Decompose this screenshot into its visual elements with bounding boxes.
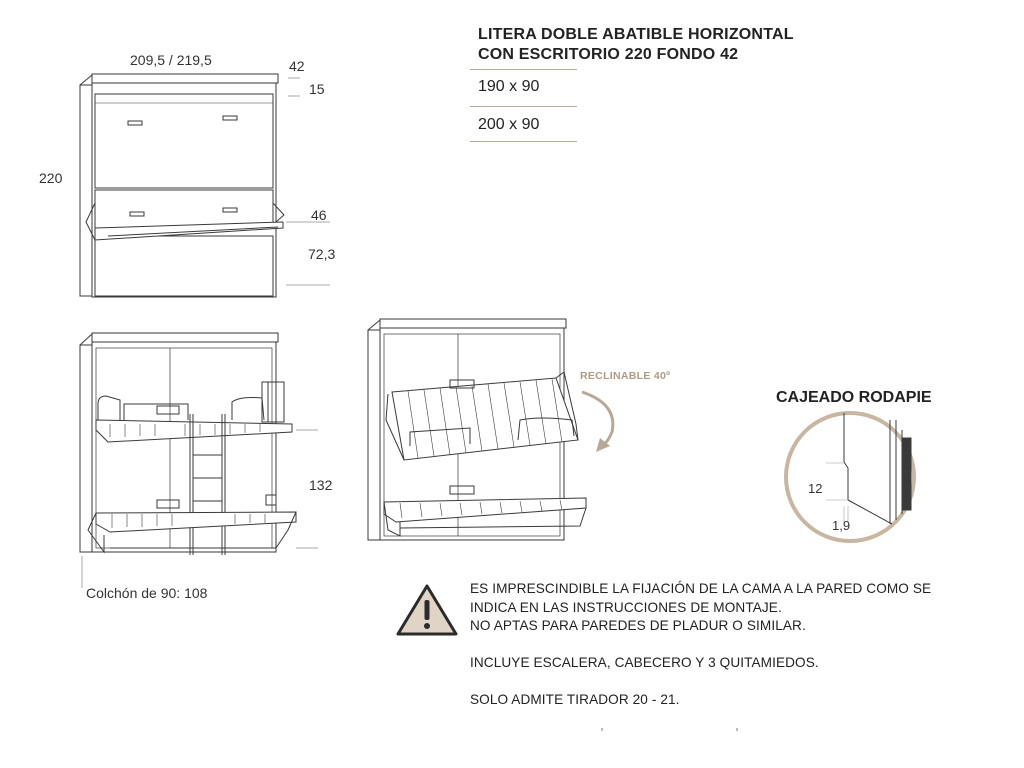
note-line: NO APTAS PARA PAREDES DE PLADUR O SIMILAR. — [470, 618, 806, 633]
note-line: SOLO ADMITE TIRADOR 20 - 21. — [470, 692, 680, 707]
notes-block — [470, 580, 931, 710]
dim-width: 209,5 / 219,5 — [130, 52, 212, 68]
size-rule-middle — [470, 106, 577, 107]
size-option-1: 190 x 90 — [478, 78, 540, 95]
note-line: INCLUYE ESCALERA, CABECERO Y 3 QUITAMIEDOS. — [470, 655, 819, 670]
dim-plinth-depth: 1,9 — [832, 518, 851, 533]
dim-desk-depth: 46 — [311, 207, 327, 223]
product-title — [478, 25, 794, 65]
dim-desk-height: 72,3 — [308, 246, 336, 262]
title-line-2: CON ESCRITORIO 220 FONDO 42 — [478, 46, 739, 63]
note-line: INDICA EN LAS INSTRUCCIONES DE MONTAJE. — [470, 599, 782, 615]
dim-bunk-height: 132 — [309, 477, 333, 493]
closed-cabinet-drawing — [80, 74, 330, 297]
cajeado-title: CAJEADO RODAPIE — [776, 389, 932, 406]
size-option-2: 200 x 90 — [478, 116, 540, 133]
reclinable-label: RECLINABLE 40º — [580, 370, 671, 382]
title-line-1: LITERA DOBLE ABATIBLE HORIZONTAL — [478, 26, 794, 43]
dim-top: 15 — [309, 81, 325, 97]
rotate-arrow-icon — [582, 392, 613, 452]
size-rule-bottom — [470, 141, 577, 142]
dim-height: 220 — [39, 170, 63, 186]
open-bunk-drawing — [80, 333, 318, 588]
size-rule-top — [470, 69, 577, 70]
note-line: ES IMPRESCINDIBLE LA FIJACIÓN DE LA CAMA A LA PARED COMO SE — [470, 581, 932, 596]
dim-plinth-height: 12 — [808, 481, 823, 496]
dim-depth: 42 — [289, 58, 305, 74]
reclined-bunk-drawing — [368, 319, 586, 540]
mattress-note: Colchón de 90: 108 — [86, 585, 208, 601]
warning-icon — [398, 586, 456, 634]
